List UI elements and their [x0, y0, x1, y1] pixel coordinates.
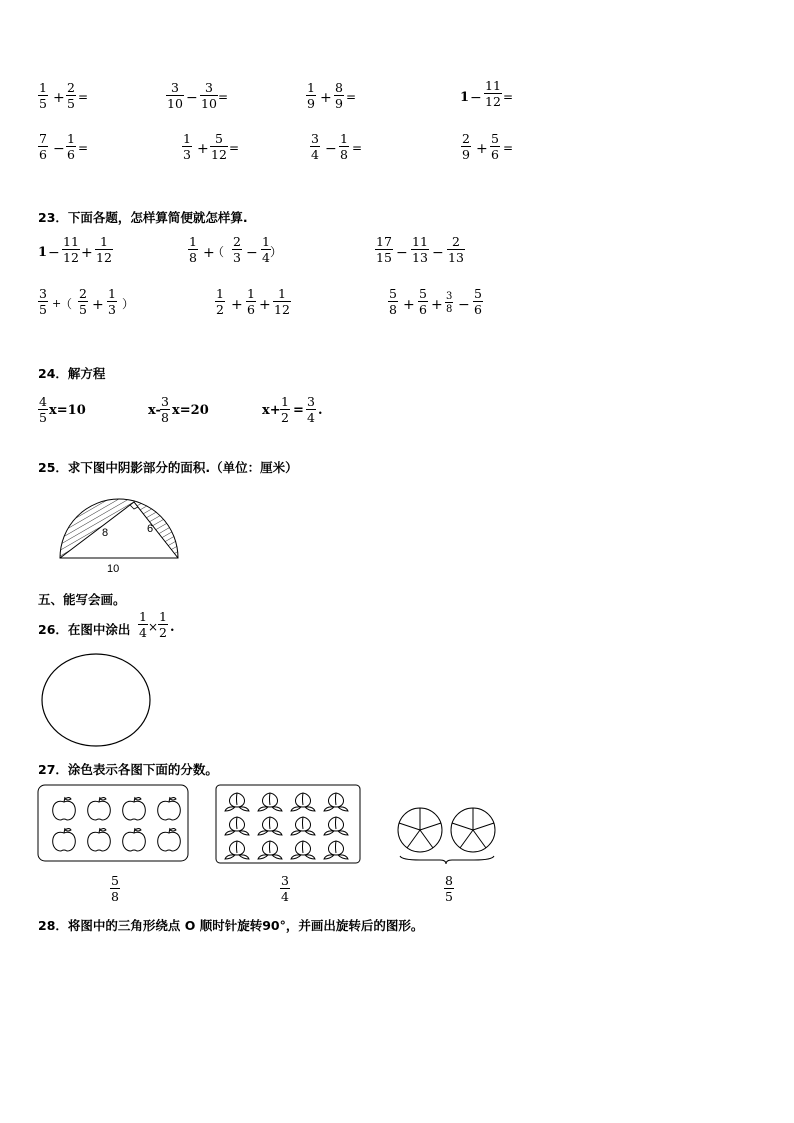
equals-sign: = [293, 403, 304, 418]
section-5-title: 五、能写会画。 [38, 592, 126, 607]
label-6: 6 [147, 523, 154, 535]
question-24-title: 24．解方程 [38, 366, 106, 381]
fraction: $\frac{1}{8}$ [189, 234, 197, 265]
minus-sign: − [432, 245, 444, 261]
label-10: 10 [107, 563, 120, 575]
plus-sign: + [403, 297, 415, 313]
plus-sign: + [197, 141, 209, 157]
fraction: $\frac{1}{9}$ [307, 80, 315, 111]
plus-sign: + [81, 245, 93, 261]
plus-sign: + [476, 141, 488, 157]
fraction: $\frac{3}{10}$ [201, 80, 217, 111]
fraction: $\frac{2}{13}$ [448, 234, 464, 265]
fraction: $\frac{3}{5}$ [39, 286, 47, 317]
plus-sign: + [92, 297, 104, 313]
fraction: $\frac{1}{4}$ [139, 609, 147, 640]
fraction: $\frac{17}{15}$ [376, 234, 392, 265]
plus-sign: + [53, 90, 65, 106]
equals-sign: = [503, 141, 514, 155]
circle-to-shade[interactable] [38, 652, 154, 750]
equals-sign: = [78, 90, 89, 104]
minus-sign: − [396, 245, 408, 261]
fraction: $\frac{2}{5}$ [67, 80, 75, 111]
fraction: $\frac{1}{4}$ [262, 234, 270, 265]
fraction: $\frac{3}{8}$ [446, 291, 453, 315]
minus-sign: − [470, 90, 482, 106]
fraction-3-4: $\frac{3}{4}$ [281, 873, 289, 904]
fraction: $\frac{2}{3}$ [233, 234, 241, 265]
minus-sign: − [458, 297, 470, 313]
plus-sign: + [231, 297, 243, 313]
fraction: $\frac{1}{12}$ [96, 234, 112, 265]
equals-sign: = [218, 90, 229, 104]
question-27-title: 27．涂色表示各图下面的分数。 [38, 762, 218, 777]
fraction: $\frac{1}{2}$ [281, 394, 289, 425]
equals-sign: = [352, 141, 363, 155]
right-paren: ） [122, 297, 135, 311]
times-sign: × [148, 620, 159, 634]
fraction: $\frac{3}{8}$ [161, 394, 169, 425]
fraction: $\frac{1}{12}$ [274, 286, 290, 317]
fraction-8-5: $\frac{8}{5}$ [445, 873, 453, 904]
question-25-title: 25．求下图中阴影部分的面积.（单位：厘米） [38, 460, 298, 475]
plus-sign: + [431, 297, 443, 313]
q26-prefix: 26．在图中涂出 [38, 622, 131, 637]
fraction: $\frac{8}{9}$ [335, 80, 343, 111]
fraction: $\frac{2}{5}$ [79, 286, 87, 317]
number-one: 1 [38, 245, 48, 260]
minus-sign: − [325, 141, 337, 157]
equals-sign: = [346, 90, 357, 104]
period: . [170, 620, 175, 635]
fraction: $\frac{3}{4}$ [307, 394, 315, 425]
minus-sign: − [48, 245, 60, 261]
number-one: 1 [460, 90, 470, 105]
fraction: $\frac{7}{6}$ [39, 131, 47, 162]
fraction: $\frac{1}{2}$ [159, 609, 167, 640]
peach-box[interactable] [215, 784, 361, 864]
equals-sign: = [229, 141, 240, 155]
question-28-title: 28．将图中的三角形绕点 O 顺时针旋转90°，并画出旋转后的图形。 [38, 918, 424, 933]
fraction: $\frac{2}{9}$ [462, 131, 470, 162]
minus-sign: − [246, 245, 258, 261]
equation-prefix: x- [148, 403, 161, 418]
minus-sign: − [53, 141, 65, 157]
plus-sign: + [203, 245, 215, 261]
right-paren: ） [270, 245, 283, 259]
fraction: $\frac{5}{8}$ [389, 286, 397, 317]
left-paren: （ [60, 297, 73, 311]
fraction: $\frac{1}{3}$ [183, 131, 191, 162]
fraction: $\frac{5}{6}$ [419, 286, 427, 317]
equation-rest: x=20 [172, 403, 209, 418]
fraction: $\frac{1}{2}$ [216, 286, 224, 317]
plus-sign: + [259, 297, 271, 313]
two-circles-figure[interactable] [390, 800, 500, 866]
fraction: $\frac{1}{8}$ [340, 131, 348, 162]
period: . [318, 403, 323, 418]
plus-sign: + [52, 297, 62, 310]
fraction: $\frac{5}{12}$ [211, 131, 227, 162]
left-paren: （ [212, 245, 225, 259]
fraction: $\frac{3}{4}$ [311, 131, 319, 162]
fraction: $\frac{11}{13}$ [412, 234, 428, 265]
apple-box[interactable] [37, 784, 189, 862]
equals-sign: = [503, 90, 514, 104]
fraction: $\frac{11}{12}$ [63, 234, 79, 265]
fraction: $\frac{1}{6}$ [67, 131, 75, 162]
fraction: $\frac{1}{6}$ [247, 286, 255, 317]
fraction: $\frac{4}{5}$ [39, 394, 47, 425]
brace [400, 856, 494, 864]
question-23-title: 23．下面各题，怎样算简便就怎样算. [38, 210, 248, 225]
fraction: $\frac{1}{5}$ [39, 80, 47, 111]
fraction: $\frac{1}{3}$ [108, 286, 116, 317]
equation-rest: x=10 [49, 403, 86, 418]
fraction: $\frac{3}{10}$ [167, 80, 183, 111]
fraction-5-8: $\frac{5}{8}$ [111, 873, 119, 904]
minus-sign: − [186, 90, 198, 106]
plus-sign: + [320, 90, 332, 106]
fraction: $\frac{11}{12}$ [485, 78, 501, 109]
equation-prefix: x+ [262, 403, 281, 418]
label-8: 8 [102, 527, 109, 539]
fraction: $\frac{5}{6}$ [491, 131, 499, 162]
fraction: $\frac{5}{6}$ [474, 286, 482, 317]
equals-sign: = [78, 141, 89, 155]
